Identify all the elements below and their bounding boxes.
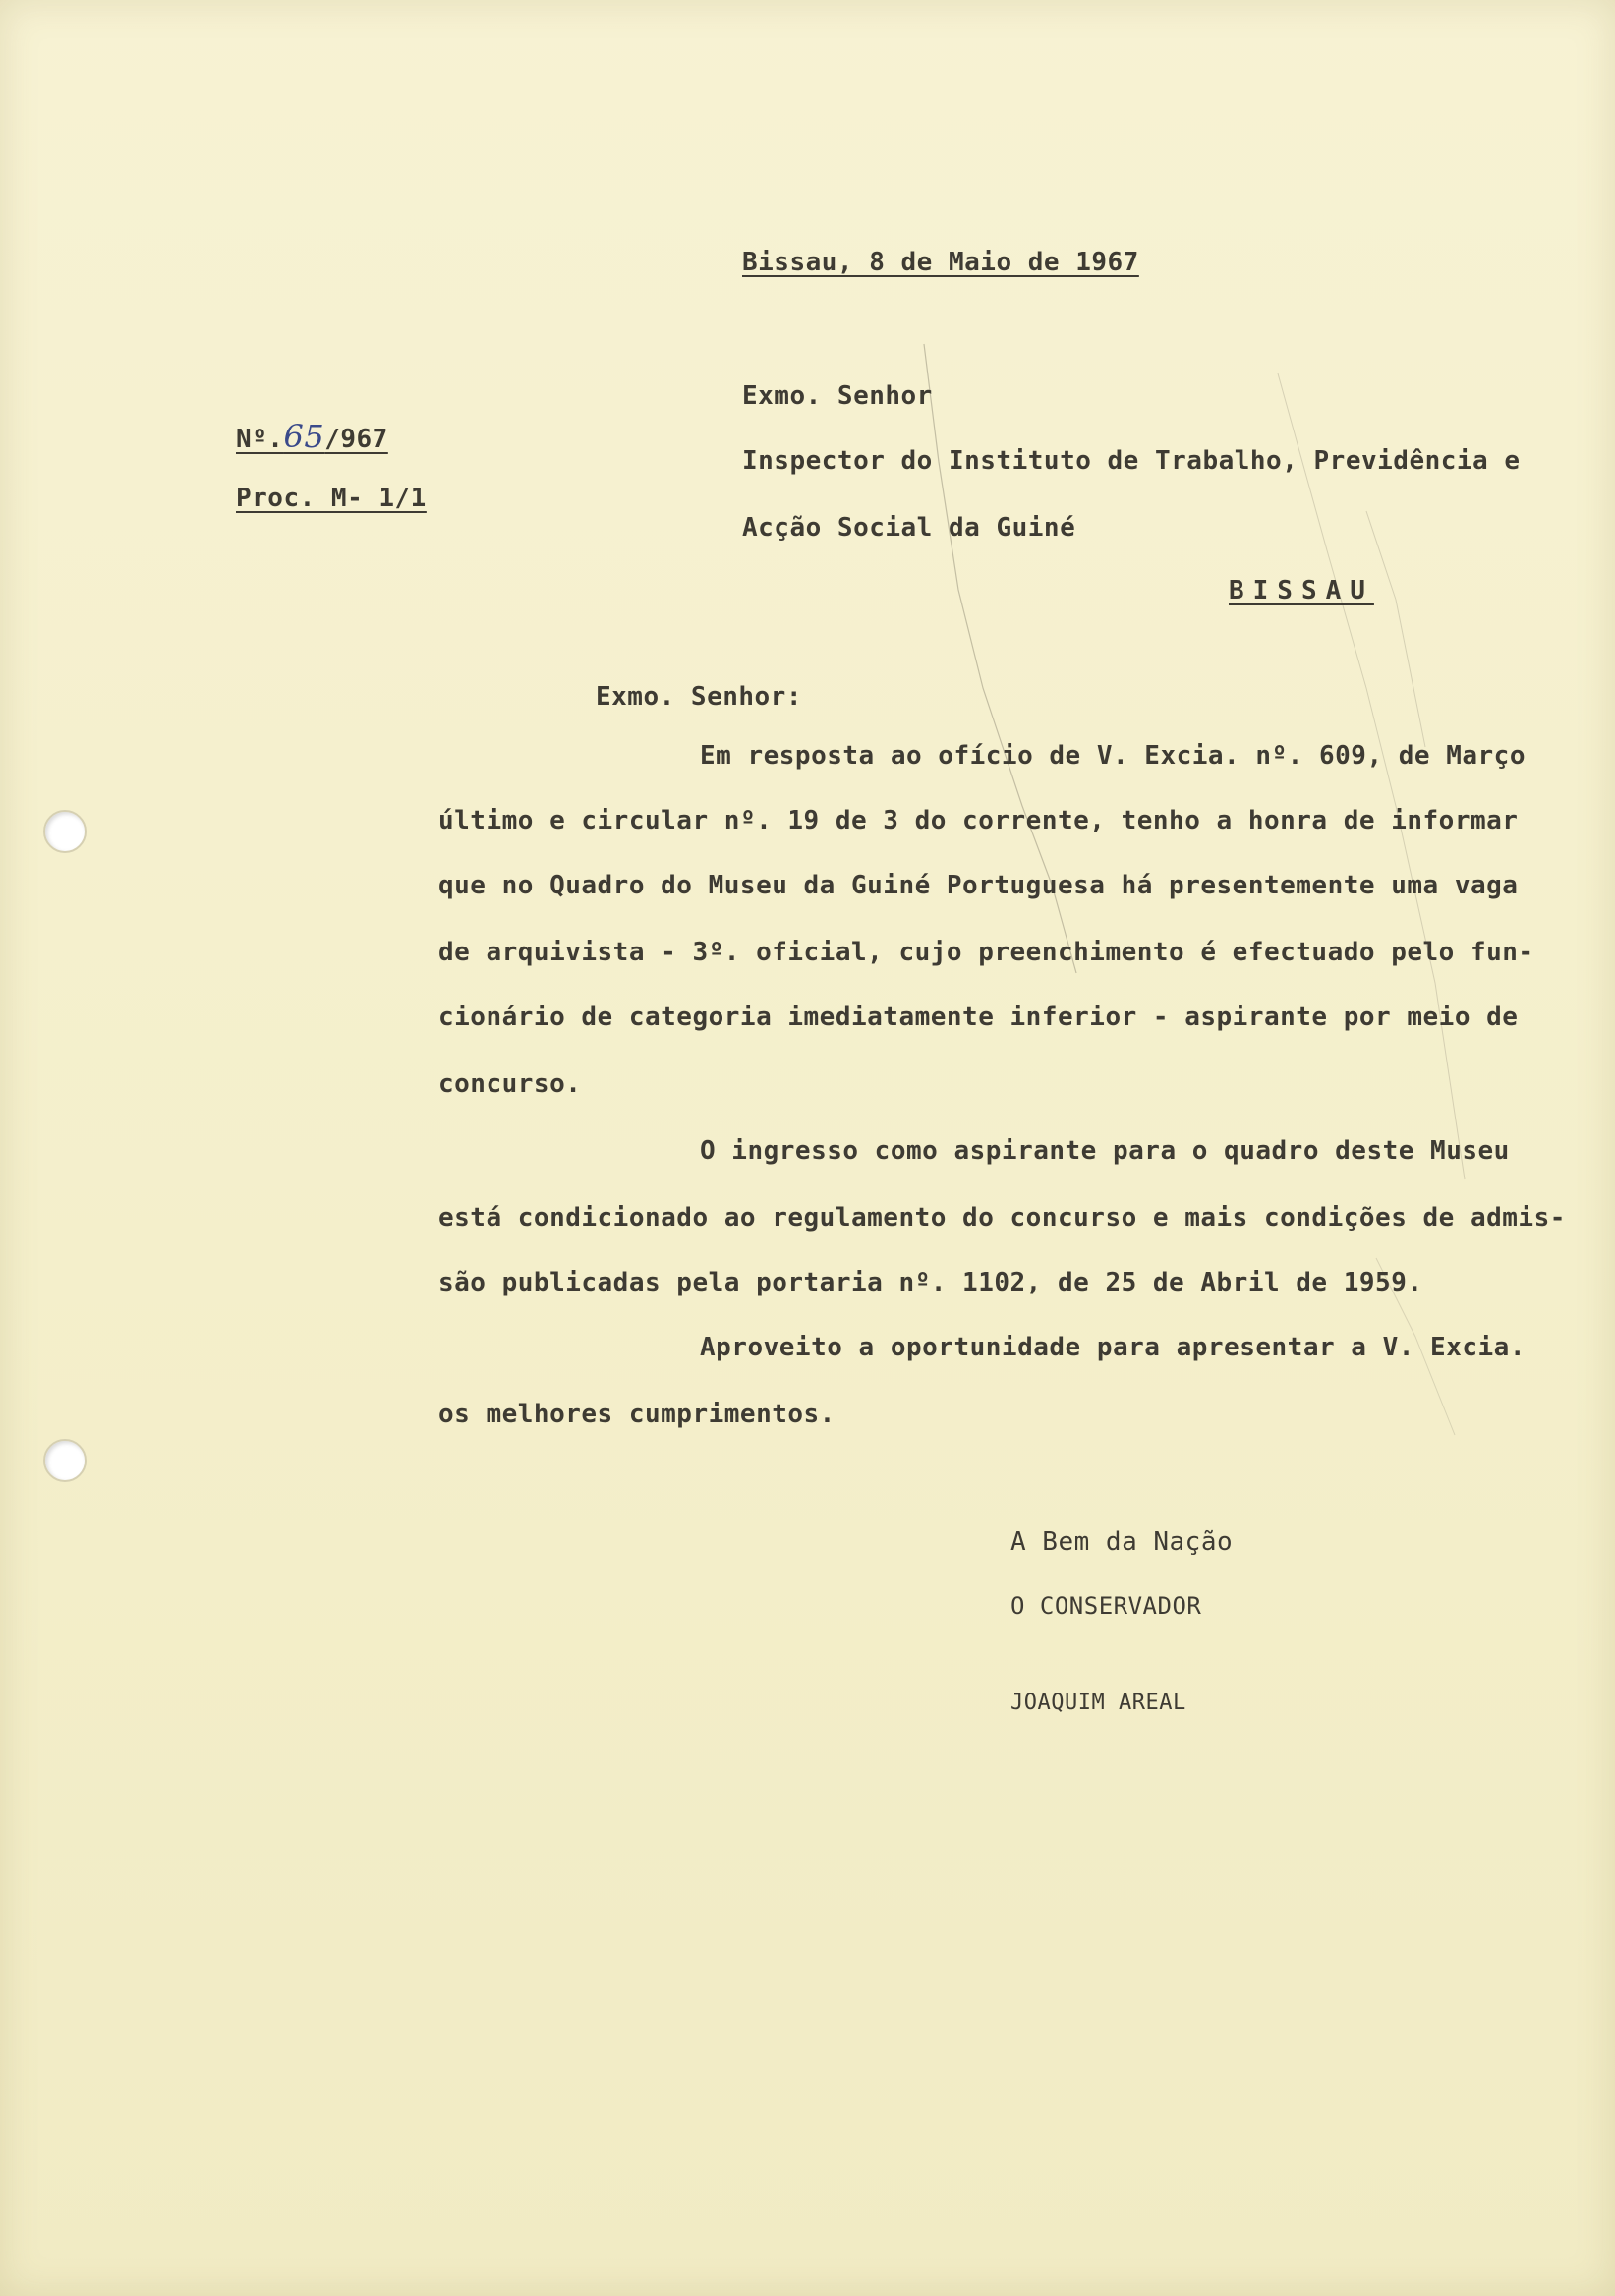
paragraph-1-line-2: último e circular nº. 19 de 3 do corrente, tenho a honra de informar (438, 806, 1519, 835)
closing-line-2: O CONSERVADOR (1010, 1592, 1202, 1620)
paragraph-1-line-4: de arquivista - 3º. oficial, cujo preenchimento é efectuado pelo fun- (438, 938, 1534, 967)
paragraph-2-line-3: são publicadas pela portaria nº. 1102, de 25 de Abril de 1959. (438, 1268, 1423, 1297)
paragraph-1-line-3: que no Quadro do Museu da Guiné Portuguesa há presentemente uma vaga (438, 871, 1519, 900)
paragraph-1-line-5: cionário de categoria imediatamente inferior - aspirante por meio de (438, 1003, 1519, 1032)
reference-number (236, 418, 388, 455)
reference-number-handwritten: 65 (283, 418, 325, 455)
paragraph-2-line-1: O ingresso como aspirante para o quadro deste Museu (700, 1136, 1510, 1166)
paragraph-3-line-1: Aproveito a oportunidade para apresentar a V. Excia. (700, 1333, 1526, 1362)
recipient-salutation: Exmo. Senhor (742, 381, 933, 411)
paragraph-2-line-2: está condicionado ao regulamento do concurso e mais condições de admis- (438, 1203, 1566, 1233)
recipient-line-1: Inspector do Instituto de Trabalho, Previdência e (742, 446, 1521, 476)
signatory-name: JOAQUIM AREAL (1010, 1691, 1186, 1715)
paragraph-3-line-2: os melhores cumprimentos. (438, 1400, 836, 1429)
closing-line-1: A Bem da Nação (1010, 1527, 1234, 1557)
recipient-line-2: Acção Social da Guiné (742, 513, 1076, 543)
greeting: Exmo. Senhor: (596, 682, 802, 712)
reference-number-year: /967 (324, 425, 388, 454)
recipient-city: BISSAU (1229, 576, 1374, 605)
date-line: Bissau, 8 de Maio de 1967 (742, 248, 1139, 277)
paragraph-1-line-6: concurso. (438, 1069, 582, 1099)
process-reference: Proc. M- 1/1 (236, 484, 427, 513)
reference-number-prefix: Nº. (236, 425, 284, 454)
punch-hole-top (43, 810, 87, 853)
punch-hole-bottom (43, 1439, 87, 1482)
paragraph-1-line-1: Em resposta ao ofício de V. Excia. nº. 609, de Março (700, 741, 1526, 771)
